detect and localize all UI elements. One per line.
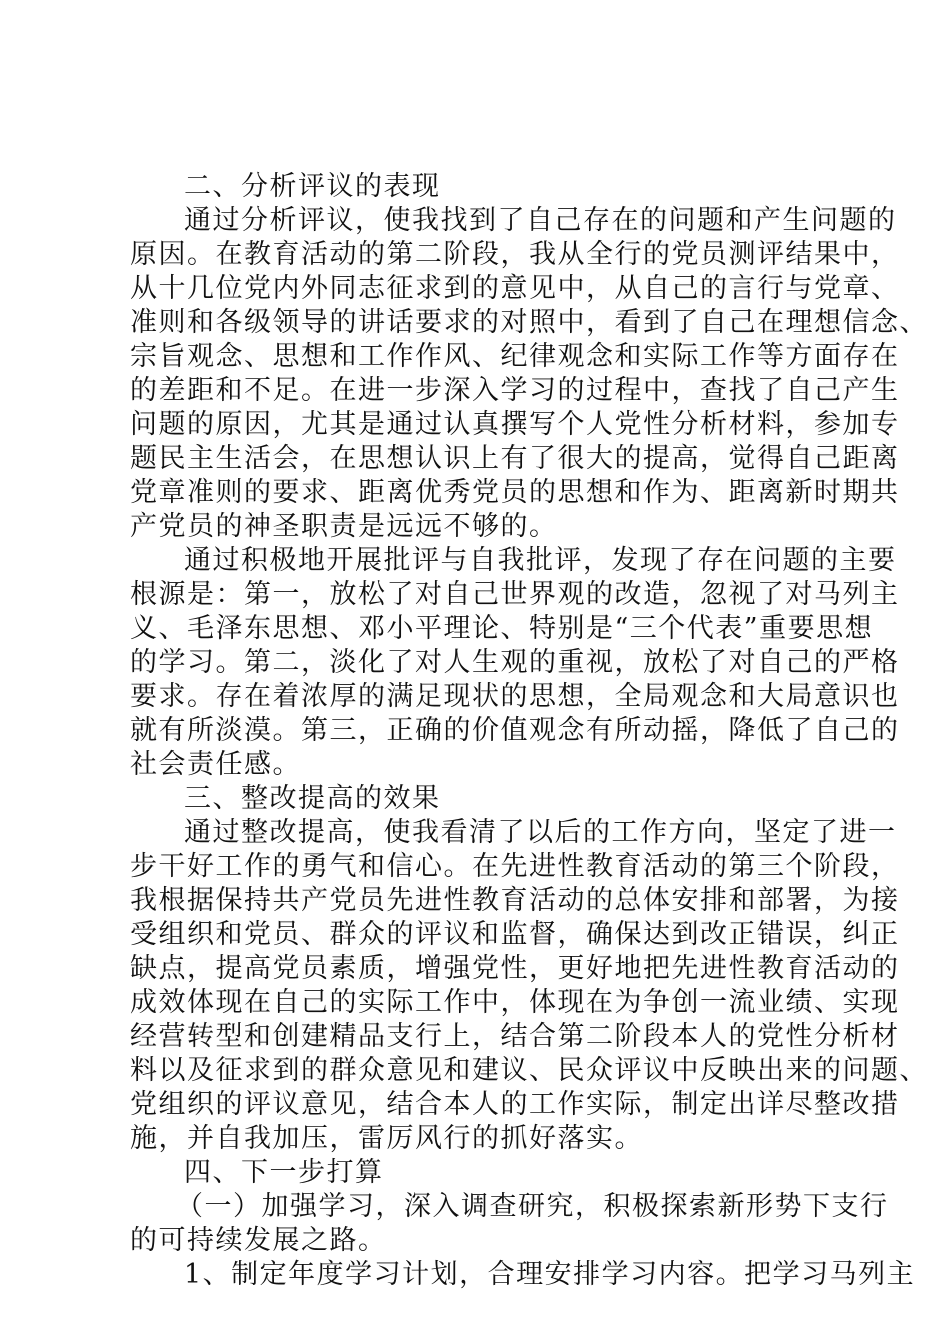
paragraph-line: 产党员的神圣职责是远远不够的。 bbox=[130, 511, 558, 542]
paragraph-line: 经营转型和创建精品支行上，结合第二阶段本人的党性分析材 bbox=[130, 1021, 900, 1052]
paragraph-line: 的学习。第二，淡化了对人生观的重视，放松了对自己的严格 bbox=[130, 647, 900, 678]
paragraph-line: 准则和各级领导的讲话要求的对照中，看到了自己在理想信念、 bbox=[130, 307, 928, 338]
paragraph-line: 原因。在教育活动的第二阶段，我从全行的党员测评结果中， bbox=[130, 239, 900, 270]
paragraph-line: 施，并自我加压，雷厉风行的抓好落实。 bbox=[130, 1123, 643, 1154]
paragraph-line: 党组织的评议意见，结合本人的工作实际，制定出详尽整改措 bbox=[130, 1089, 900, 1120]
list-item-line: 1、制定年度学习计划，合理安排学习内容。把学习马列主 bbox=[184, 1259, 916, 1290]
paragraph-line: 通过整改提高，使我看清了以后的工作方向，坚定了进一 bbox=[184, 817, 897, 848]
paragraph-line: 成效体现在自己的实际工作中，体现在为争创一流业绩、实现 bbox=[130, 987, 900, 1018]
paragraph-line: 党章准则的要求、距离优秀党员的思想和作为、距离新时期共 bbox=[130, 477, 900, 508]
paragraph-line: 料以及征求到的群众意见和建议、民众评议中反映出来的问题、 bbox=[130, 1055, 928, 1086]
paragraph-line: 从十几位党内外同志征求到的意见中，从自己的言行与党章、 bbox=[130, 273, 900, 304]
paragraph-line: 缺点，提高党员素质，增强党性，更好地把先进性教育活动的 bbox=[130, 953, 900, 984]
section-heading-3: 三、整改提高的效果 bbox=[184, 783, 441, 814]
section-heading-2: 二、分析评议的表现 bbox=[184, 171, 441, 202]
subsection-heading: （一）加强学习，深入调查研究，积极探索新形势下支行 bbox=[176, 1191, 889, 1222]
paragraph-line: 社会责任感。 bbox=[130, 749, 301, 780]
paragraph-line: 根源是：第一，放松了对自己世界观的改造，忽视了对马列主 bbox=[130, 579, 900, 610]
paragraph-line: 的可持续发展之路。 bbox=[130, 1225, 387, 1256]
paragraph-line: 通过积极地开展批评与自我批评，发现了存在问题的主要 bbox=[184, 545, 897, 576]
paragraph-line: 通过分析评议，使我找到了自己存在的问题和产生问题的 bbox=[184, 205, 897, 236]
paragraph-line: 受组织和党员、群众的评议和监督，确保达到改正错误，纠正 bbox=[130, 919, 900, 950]
paragraph-line: 就有所淡漠。第三，正确的价值观念有所动摇，降低了自己的 bbox=[130, 715, 900, 746]
paragraph-line: 步干好工作的勇气和信心。在先进性教育活动的第三个阶段， bbox=[130, 851, 900, 882]
paragraph-line: 的差距和不足。在进一步深入学习的过程中，查找了自己产生 bbox=[130, 375, 900, 406]
paragraph-line: 要求。存在着浓厚的满足现状的思想，全局观念和大局意识也 bbox=[130, 681, 900, 712]
paragraph-line: 题民主生活会，在思想认识上有了很大的提高，觉得自己距离 bbox=[130, 443, 900, 474]
section-heading-4: 四、下一步打算 bbox=[184, 1157, 384, 1188]
paragraph-line: 问题的原因，尤其是通过认真撰写个人党性分析材料，参加专 bbox=[130, 409, 900, 440]
paragraph-line: 宗旨观念、思想和工作作风、纪律观念和实际工作等方面存在 bbox=[130, 341, 900, 372]
paragraph-line: 我根据保持共产党员先进性教育活动的总体安排和部署，为接 bbox=[130, 885, 900, 916]
paragraph-line: 义、毛泽东思想、邓小平理论、特别是“三个代表”重要思想 bbox=[130, 613, 874, 644]
